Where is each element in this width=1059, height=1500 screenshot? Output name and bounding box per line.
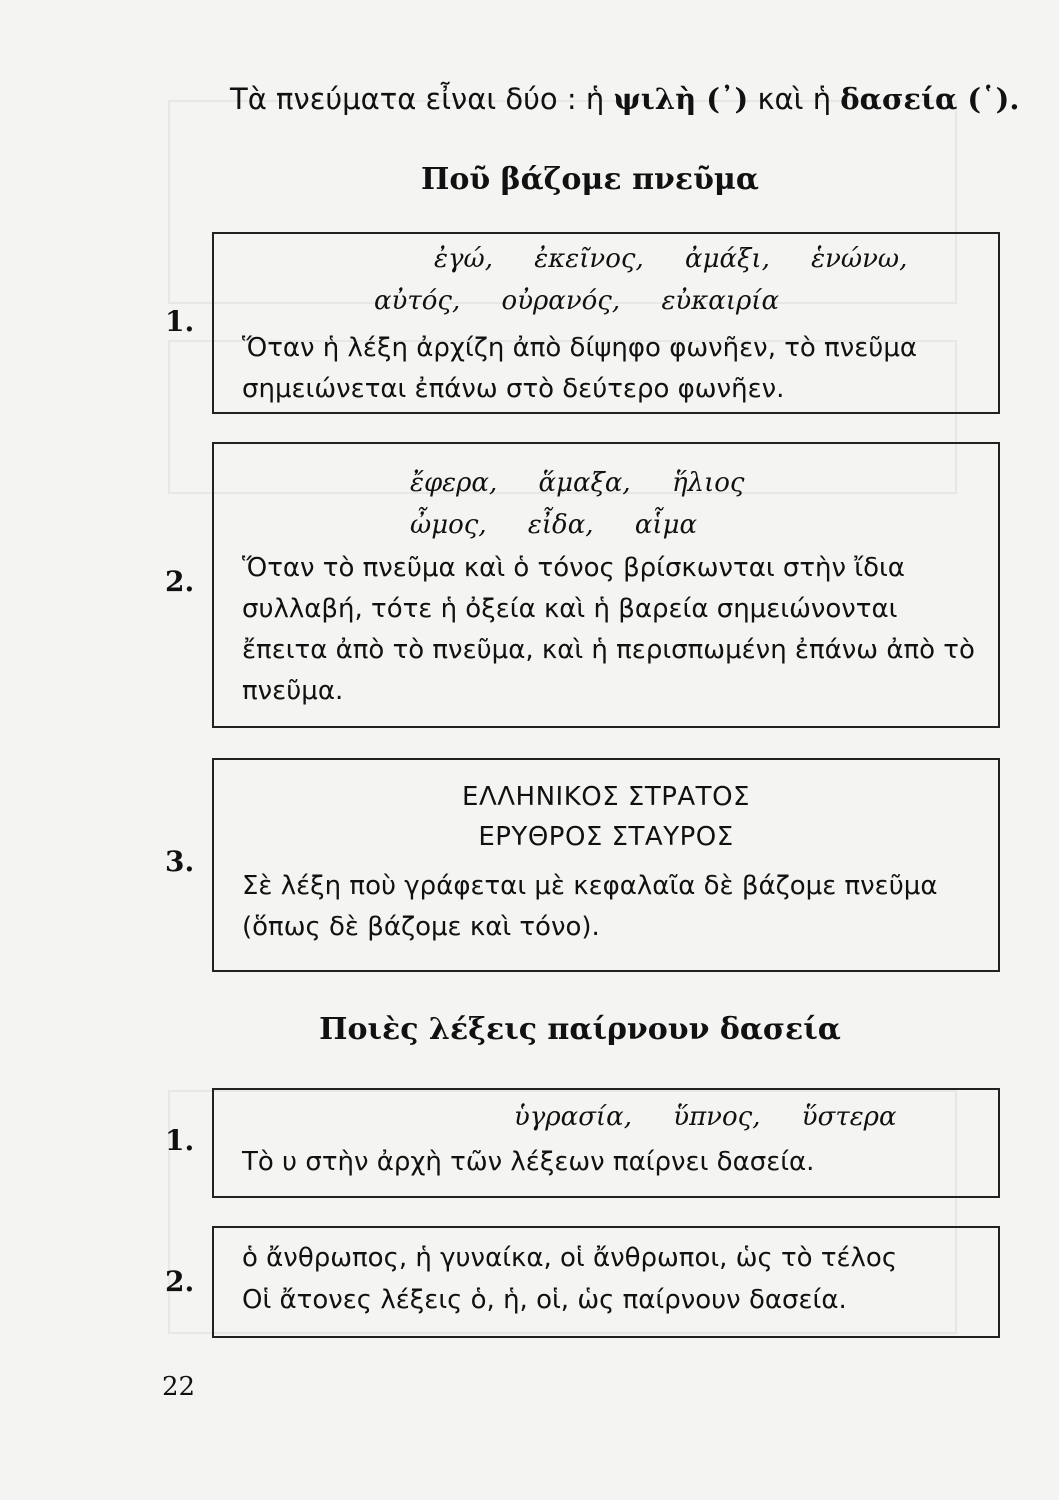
section1-heading: Ποῦ βάζομε πνεῦμα xyxy=(421,162,759,197)
section1-item2-rule: Ὅταν τὸ πνεῦμα καὶ ὁ τόνος βρίσκωνται στὴν ἴδια συλλαβή, τότε ἡ ὀξεία καὶ ἡ βαρεία σημειώνονται ἔπειτα ἀπὸ τὸ πνεῦμα, καὶ ἡ περισπωμένη ἐπάνω ἀπὸ τὸ πνεῦμα. xyxy=(242,553,975,706)
section1-item3-caps-line2: ΕΡΥΘΡΟΣ ΣΤΑΥΡΟΣ xyxy=(478,822,734,852)
section2-item2-examples: ὁ ἄνθρωπος, ἡ γυναίκα, οἱ ἄνθρωποι, ὡς τὸ τέλος xyxy=(242,1243,898,1273)
intro-daseia: δασεία (῾). xyxy=(840,82,1020,116)
section1-item2-box xyxy=(212,442,1000,728)
section2-heading: Ποιὲς λέξεις παίρνουν δασεία xyxy=(319,1012,841,1047)
section2-item1-rule: Τὸ υ στὴν ἀρχὴ τῶν λέξεων παίρνει δασεία. xyxy=(242,1147,815,1177)
section2-item2-box xyxy=(212,1226,1000,1338)
section2-item1-examples: ὑγρασία, ὕπνος, ὕστερα xyxy=(514,1102,897,1132)
intro-line xyxy=(230,82,1030,116)
section1-item3-rule: Σὲ λέξη ποὺ γράφεται μὲ κεφαλαῖα δὲ βάζομε πνεῦμα (ὅπως δὲ βάζομε καὶ τόνο). xyxy=(242,871,938,942)
section2-item1-box xyxy=(212,1088,1000,1198)
section1-item3-number: 3. xyxy=(165,845,195,878)
section2-item2-rule: Οἱ ἄτονες λέξεις ὁ, ἡ, οἱ, ὡς παίρνουν δασεία. xyxy=(242,1285,847,1315)
section1-item1-examples-line1: ἐγώ, ἐκεῖνος, ἀμάξι, ἑνώνω, xyxy=(434,244,908,274)
page-number: 22 xyxy=(162,1372,196,1402)
section1-item3-box xyxy=(212,758,1000,972)
intro-text: Τὰ πνεύματα εἶναι δύο : ἡ xyxy=(230,82,614,116)
section1-item2-examples-line2: ὦμος, εἶδα, αἷμα xyxy=(410,510,698,540)
section1-item2-examples-line1: ἔφερα, ἅμαξα, ἥλιος xyxy=(410,468,745,498)
section1-item1-box xyxy=(212,232,1000,414)
section2-item2-number: 2. xyxy=(165,1265,195,1298)
section1-item1-examples-line2: αὐτός, οὐρανός, εὐκαιρία xyxy=(374,286,780,316)
section2-item1-number: 1. xyxy=(165,1124,195,1157)
section1-item3-caps-line1: ΕΛΛΗΝΙΚΟΣ ΣΤΡΑΤΟΣ xyxy=(462,782,750,812)
intro-mid: καὶ ἡ xyxy=(748,82,841,116)
section1-item1-rule: Ὅταν ἡ λέξη ἀρχίζη ἀπὸ δίψηφο φωνῆεν, τὸ πνεῦμα σημειώνεται ἐπάνω στὸ δεύτερο φωνῆεν. xyxy=(242,333,918,404)
section1-item2-number: 2. xyxy=(165,565,195,598)
intro-psili: ψιλὴ (᾿) xyxy=(613,82,749,116)
section1-item1-number: 1. xyxy=(165,305,195,338)
